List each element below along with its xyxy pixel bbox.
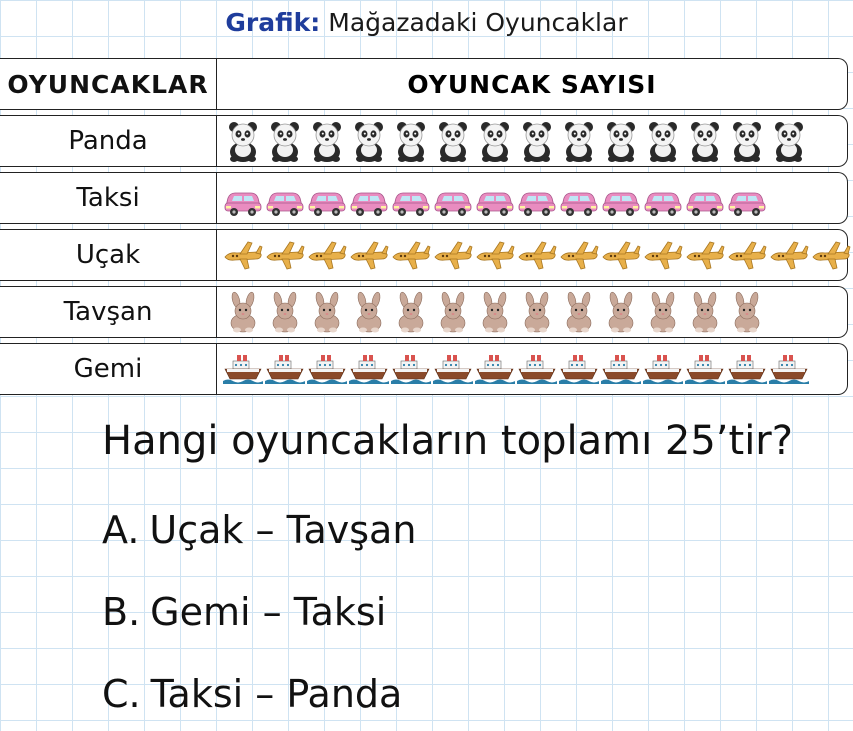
panda-icon	[349, 119, 389, 163]
panda-icon	[391, 119, 431, 163]
panda-icon	[559, 119, 599, 163]
taxi-icon	[223, 176, 263, 220]
taxi-icon	[601, 176, 641, 220]
header-toys: OYUNCAKLAR	[7, 69, 209, 99]
rabbit-icon	[475, 290, 515, 334]
rabbit-icon	[265, 290, 305, 334]
taxi-icon	[643, 176, 683, 220]
ship-icon	[685, 347, 725, 391]
rabbit-icon	[727, 290, 767, 334]
plane-icon	[265, 233, 305, 277]
option-text: Gemi – Taksi	[150, 590, 387, 634]
table-row-taksi	[0, 172, 848, 224]
table-header	[0, 58, 848, 110]
option-a[interactable]	[102, 508, 416, 552]
rabbit-icon	[559, 290, 599, 334]
ship-icon	[559, 347, 599, 391]
ship-icon	[433, 347, 473, 391]
rabbit-icon	[349, 290, 389, 334]
rabbit-icon	[601, 290, 641, 334]
panda-icon	[265, 119, 305, 163]
option-letter: A.	[102, 508, 140, 552]
plane-icon	[811, 233, 851, 277]
row-pictograms	[216, 116, 847, 166]
row-label: Panda	[68, 126, 148, 156]
panda-icon	[433, 119, 473, 163]
table-row-ucak	[0, 229, 848, 281]
panda-icon	[307, 119, 347, 163]
option-text: Uçak – Tavşan	[149, 508, 417, 552]
panda-icon	[223, 119, 263, 163]
taxi-icon	[265, 176, 305, 220]
table-row-gemi	[0, 343, 848, 395]
row-label: Tavşan	[63, 297, 153, 327]
plane-icon	[307, 233, 347, 277]
plane-icon	[559, 233, 599, 277]
taxi-icon	[727, 176, 767, 220]
option-b[interactable]	[102, 590, 386, 634]
pictograph-table	[0, 58, 848, 398]
plane-icon	[685, 233, 725, 277]
panda-icon	[601, 119, 641, 163]
plane-icon	[517, 233, 557, 277]
taxi-icon	[517, 176, 557, 220]
plane-icon	[223, 233, 263, 277]
ship-icon	[601, 347, 641, 391]
rabbit-icon	[685, 290, 725, 334]
ship-icon	[769, 347, 809, 391]
taxi-icon	[475, 176, 515, 220]
rabbit-icon	[433, 290, 473, 334]
option-c[interactable]	[102, 672, 402, 716]
panda-icon	[769, 119, 809, 163]
ship-icon	[391, 347, 431, 391]
plane-icon	[601, 233, 641, 277]
ship-icon	[517, 347, 557, 391]
question-text: Hangi oyuncakların toplamı 25’tir?	[102, 418, 793, 464]
rabbit-icon	[517, 290, 557, 334]
row-label: Gemi	[73, 354, 143, 384]
ship-icon	[349, 347, 389, 391]
rabbit-icon	[643, 290, 683, 334]
taxi-icon	[391, 176, 431, 220]
row-pictograms	[216, 287, 847, 337]
option-letter: C.	[102, 672, 141, 716]
rabbit-icon	[223, 290, 263, 334]
row-pictograms	[216, 230, 847, 280]
panda-icon	[475, 119, 515, 163]
panda-icon	[685, 119, 725, 163]
ship-icon	[265, 347, 305, 391]
plane-icon	[769, 233, 809, 277]
panda-icon	[517, 119, 557, 163]
option-text: Taksi – Panda	[150, 672, 403, 716]
taxi-icon	[349, 176, 389, 220]
ship-icon	[475, 347, 515, 391]
taxi-icon	[685, 176, 725, 220]
plane-icon	[433, 233, 473, 277]
chart-title	[0, 8, 853, 37]
taxi-icon	[559, 176, 599, 220]
taxi-icon	[307, 176, 347, 220]
plane-icon	[727, 233, 767, 277]
table-row-tavsan	[0, 286, 848, 338]
option-letter: B.	[102, 590, 141, 634]
plane-icon	[475, 233, 515, 277]
title-text: Mağazadaki Oyuncaklar	[328, 8, 628, 37]
row-label: Uçak	[75, 240, 141, 270]
row-pictograms	[216, 344, 847, 394]
taxi-icon	[433, 176, 473, 220]
plane-icon	[349, 233, 389, 277]
header-count: OYUNCAK SAYISI	[216, 59, 847, 109]
row-pictograms	[216, 173, 847, 223]
ship-icon	[223, 347, 263, 391]
plane-icon	[391, 233, 431, 277]
rabbit-icon	[307, 290, 347, 334]
table-row-panda	[0, 115, 848, 167]
ship-icon	[727, 347, 767, 391]
ship-icon	[643, 347, 683, 391]
rabbit-icon	[391, 290, 431, 334]
row-label: Taksi	[76, 183, 140, 213]
plane-icon	[643, 233, 683, 277]
ship-icon	[307, 347, 347, 391]
title-lead: Grafik:	[225, 8, 321, 37]
panda-icon	[643, 119, 683, 163]
panda-icon	[727, 119, 767, 163]
